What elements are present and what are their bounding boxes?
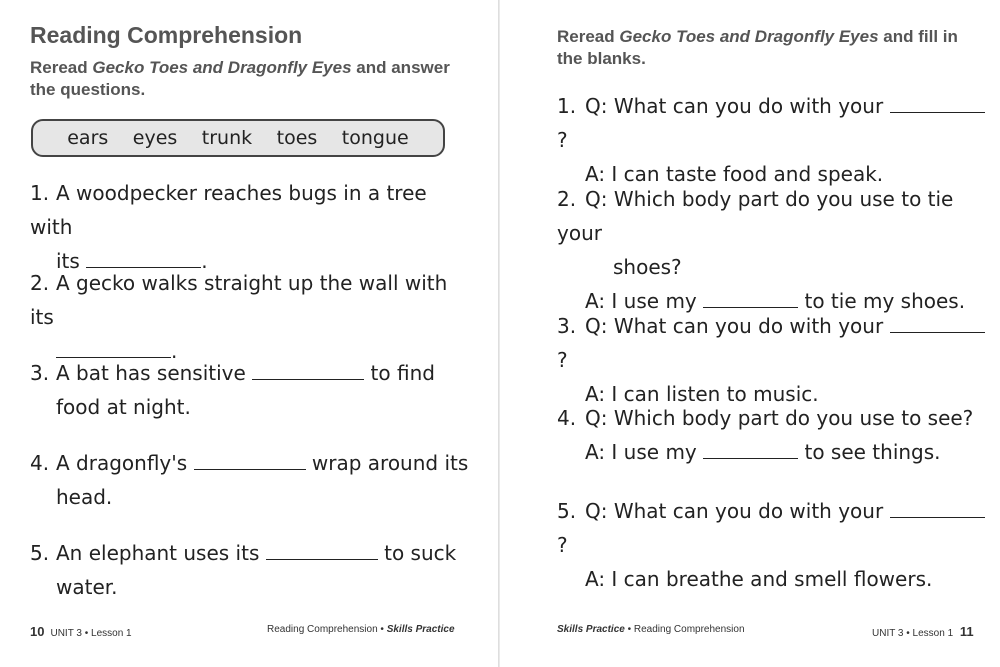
word-bank-item: toes bbox=[276, 127, 318, 149]
question-text: A dragonfly's bbox=[56, 451, 188, 475]
qa-item-1 bbox=[557, 89, 987, 191]
question-5 bbox=[30, 536, 470, 604]
page-title: Reading Comprehension bbox=[30, 22, 303, 48]
question-1 bbox=[30, 176, 470, 278]
skills-practice-label: Skills Practice bbox=[557, 624, 625, 635]
page-number: 10 bbox=[30, 624, 45, 639]
question-text: Q: What can you do with your bbox=[585, 94, 884, 118]
right-instructions bbox=[557, 26, 977, 70]
section-label: • Reading Comprehension bbox=[624, 624, 745, 635]
question-4 bbox=[30, 446, 470, 514]
unit-label: UNIT 3 • Lesson 1 bbox=[50, 628, 132, 639]
question-number: 2. bbox=[30, 271, 50, 295]
instruction-text: Reread bbox=[30, 58, 93, 77]
item-number: 3. bbox=[557, 314, 577, 338]
question-3 bbox=[30, 356, 470, 424]
answer-text: to see things. bbox=[804, 440, 941, 464]
question-text: Q: What can you do with your bbox=[585, 499, 884, 523]
word-bank-item: tongue bbox=[341, 127, 409, 149]
question-text: ? bbox=[557, 348, 568, 372]
instruction-text: Reread bbox=[557, 27, 620, 46]
question-text: food at night. bbox=[56, 395, 191, 419]
qa-item-5 bbox=[557, 494, 987, 596]
section-label: Reading Comprehension • bbox=[267, 624, 387, 635]
question-2 bbox=[30, 266, 470, 368]
qa-item-2 bbox=[557, 182, 987, 318]
question-text: A woodpecker reaches bugs in a tree with bbox=[30, 181, 427, 239]
qa-item-4 bbox=[557, 401, 987, 469]
answer-blank[interactable] bbox=[890, 94, 985, 113]
question-text: its bbox=[56, 249, 80, 273]
instruction-text: and fill in the blanks. bbox=[557, 27, 958, 68]
left-footer-unit bbox=[30, 624, 132, 639]
answer-text: A: I use my bbox=[585, 289, 697, 313]
question-text: shoes? bbox=[613, 255, 682, 279]
right-footer-unit bbox=[872, 624, 974, 639]
question-text: A bat has sensitive bbox=[56, 361, 246, 385]
question-text: ? bbox=[557, 533, 568, 557]
question-text: wrap around its bbox=[311, 451, 469, 475]
word-bank-item: ears bbox=[67, 127, 109, 149]
question-text: Q: What can you do with your bbox=[585, 314, 884, 338]
item-number: 5. bbox=[557, 499, 577, 523]
answer-blank[interactable] bbox=[266, 541, 378, 560]
question-text: water. bbox=[56, 575, 118, 599]
answer-text: to tie my shoes. bbox=[804, 289, 966, 313]
answer-blank[interactable] bbox=[890, 499, 985, 518]
word-bank bbox=[31, 119, 445, 157]
answer-text: A: I use my bbox=[585, 440, 697, 464]
question-text: Q: Which body part do you use to see? bbox=[585, 406, 974, 430]
answer-text: A: I can listen to music. bbox=[585, 382, 819, 406]
question-text: A gecko walks straight up the wall with its bbox=[30, 271, 448, 329]
book-title: Gecko Toes and Dragonfly Eyes bbox=[92, 58, 352, 77]
book-title: Gecko Toes and Dragonfly Eyes bbox=[619, 27, 879, 46]
left-footer-section bbox=[267, 624, 455, 635]
item-number: 4. bbox=[557, 406, 577, 430]
question-text: An elephant uses its bbox=[56, 541, 260, 565]
question-text: to find bbox=[370, 361, 435, 385]
word-bank-item: eyes bbox=[132, 127, 178, 149]
page-number: 11 bbox=[959, 624, 974, 639]
question-text: . bbox=[201, 249, 208, 273]
qa-item-3 bbox=[557, 309, 987, 411]
word-bank-item: trunk bbox=[201, 127, 253, 149]
answer-blank[interactable] bbox=[703, 440, 798, 459]
question-number: 1. bbox=[30, 181, 50, 205]
question-text: . bbox=[171, 339, 178, 363]
question-text: ? bbox=[557, 128, 568, 152]
answer-text: A: I can taste food and speak. bbox=[585, 162, 884, 186]
answer-blank[interactable] bbox=[252, 361, 364, 380]
question-number: 3. bbox=[30, 361, 50, 385]
unit-label: UNIT 3 • Lesson 1 bbox=[872, 628, 954, 639]
question-text: head. bbox=[56, 485, 113, 509]
answer-text: A: I can breathe and smell flowers. bbox=[585, 567, 933, 591]
left-instructions bbox=[30, 57, 450, 101]
question-number: 5. bbox=[30, 541, 50, 565]
answer-blank[interactable] bbox=[890, 314, 985, 333]
item-number: 1. bbox=[557, 94, 577, 118]
instruction-text: and answer the questions. bbox=[30, 58, 450, 99]
answer-blank[interactable] bbox=[703, 289, 798, 308]
question-text: Q: Which body part do you use to tie your bbox=[557, 187, 954, 245]
skills-practice-label: Skills Practice bbox=[386, 624, 455, 635]
right-footer-section bbox=[557, 624, 745, 635]
question-text: to suck bbox=[384, 541, 457, 565]
item-number: 2. bbox=[557, 187, 577, 211]
answer-blank[interactable] bbox=[194, 451, 306, 470]
question-number: 4. bbox=[30, 451, 50, 475]
